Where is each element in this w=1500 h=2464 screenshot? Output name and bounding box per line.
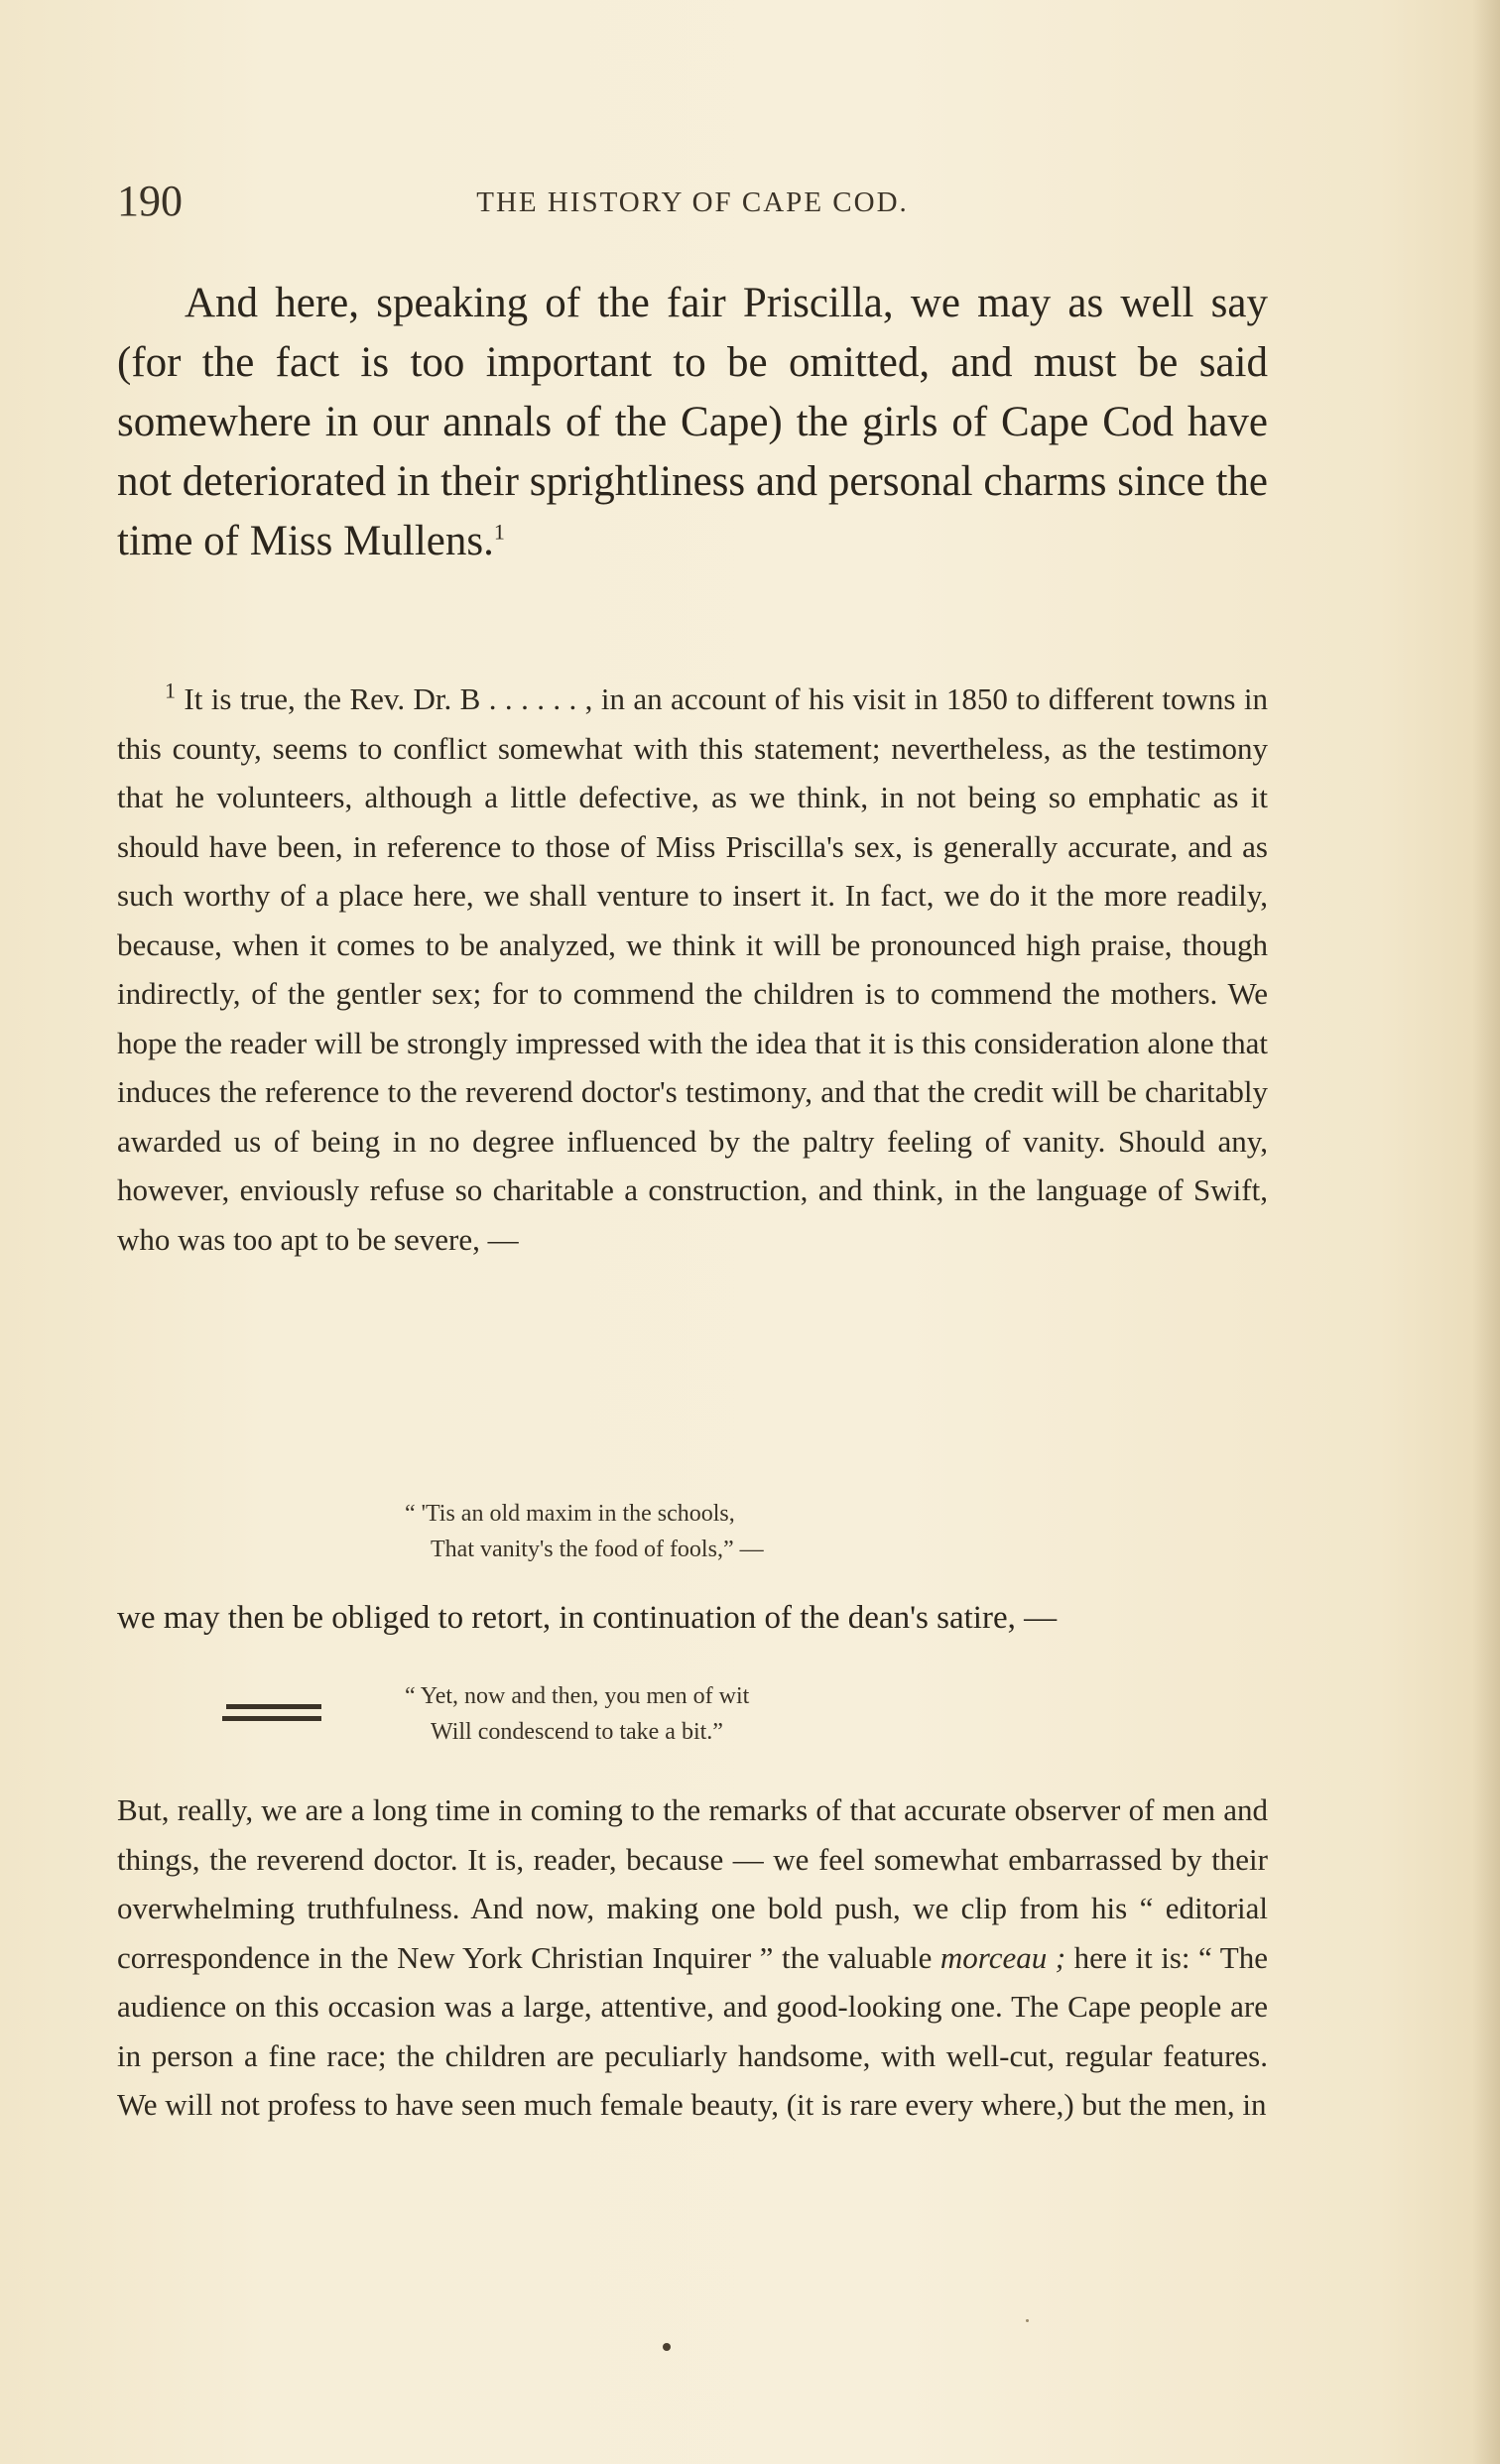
footnote-reference: 1 [493,519,505,545]
verse-line: That vanity's the food of fools,” — [431,1537,764,1562]
main-paragraph-text: And here, speaking of the fair Priscilla, we may as well say (for the fact is too important to be omitted, and must be said somewhere in our annals of the Cape) the girls of Cape Cod have not deteriorated in their sprightliness and personal charms since the time of Miss Mullens. [117,280,1268,564]
main-paragraph [117,274,1268,571]
page-header [117,177,1268,226]
printer-dot [663,2343,671,2351]
running-title: THE HISTORY OF CAPE COD. [476,186,909,218]
verse-line: “ Yet, now and then, you men of wit [405,1683,750,1709]
dash-rule [226,1704,321,1709]
verse-line: “ 'Tis an old maxim in the schools, [405,1501,735,1527]
continuation-line: we may then be obliged to retort, in continuation of the dean's satire, — [117,1600,1058,1636]
footnote-continuation-text: But, really, we are a long time in coming to the remarks of that accurate observer of men and things, the reverend doctor. It is, reader, because — we feel somewhat embarrassed by their overwhelming truthfulness. And now, making one bold push, we clip from his “ editorial correspondence in the New York Christian Inquirer ” the valuable [117,1792,1268,1975]
footnote-continuation [117,1786,1268,2130]
ornamental-dash [226,1702,321,1726]
verse-quote-swift [405,1496,764,1567]
footnote-text: It is true, the Rev. Dr. B . . . . . . , in an account of his visit in 1850 to different towns in this county, seems to conflict somewhat with this statement; nevertheless, as the testimony that he volunteers, although a little defective, as we think, in not being so emphatic as it should have been, in reference to those of Miss Priscilla's sex, is generally accurate, and as such worthy of a place here, we shall venture to insert it. In fact, we do it the more readily, because, when it comes to be analyzed, we think it will be pronounced high praise, though indirectly, of the gentler sex; for to commend the children is to commend the mothers. We hope the reader will be strongly impressed with the idea that it is this consideration alone that induces the reference to the reverend doctor's testimony, and that the credit will be charitably awarded us of being in no degree influenced by the paltry feeling of vanity. Should any, however, enviously refuse so charitable a construction, and think, in the language of Swift, who was too apt to be severe, — [117,681,1268,1257]
page-edge-shadow [1472,0,1500,2464]
footnote-continuation-text: here it is: “ The audience on this occasion was a large, attentive, and good-looking one. The Cape people are in person a fine race; the children are peculiarly handsome, with well-cut, regular features. We will not profess to have seen much female beauty, (it is rare every where,) but the men, in [117,1939,1268,2122]
footnote-mark: 1 [165,678,176,703]
verse-quote-satire [405,1678,749,1750]
paper-speck [1026,2319,1029,2322]
dash-rule [222,1716,321,1721]
page-number: 190 [117,177,183,225]
verse-line: Will condescend to take a bit.” [431,1719,723,1745]
italic-term: morceau ; [939,1939,1066,1975]
footnote [117,675,1268,1264]
